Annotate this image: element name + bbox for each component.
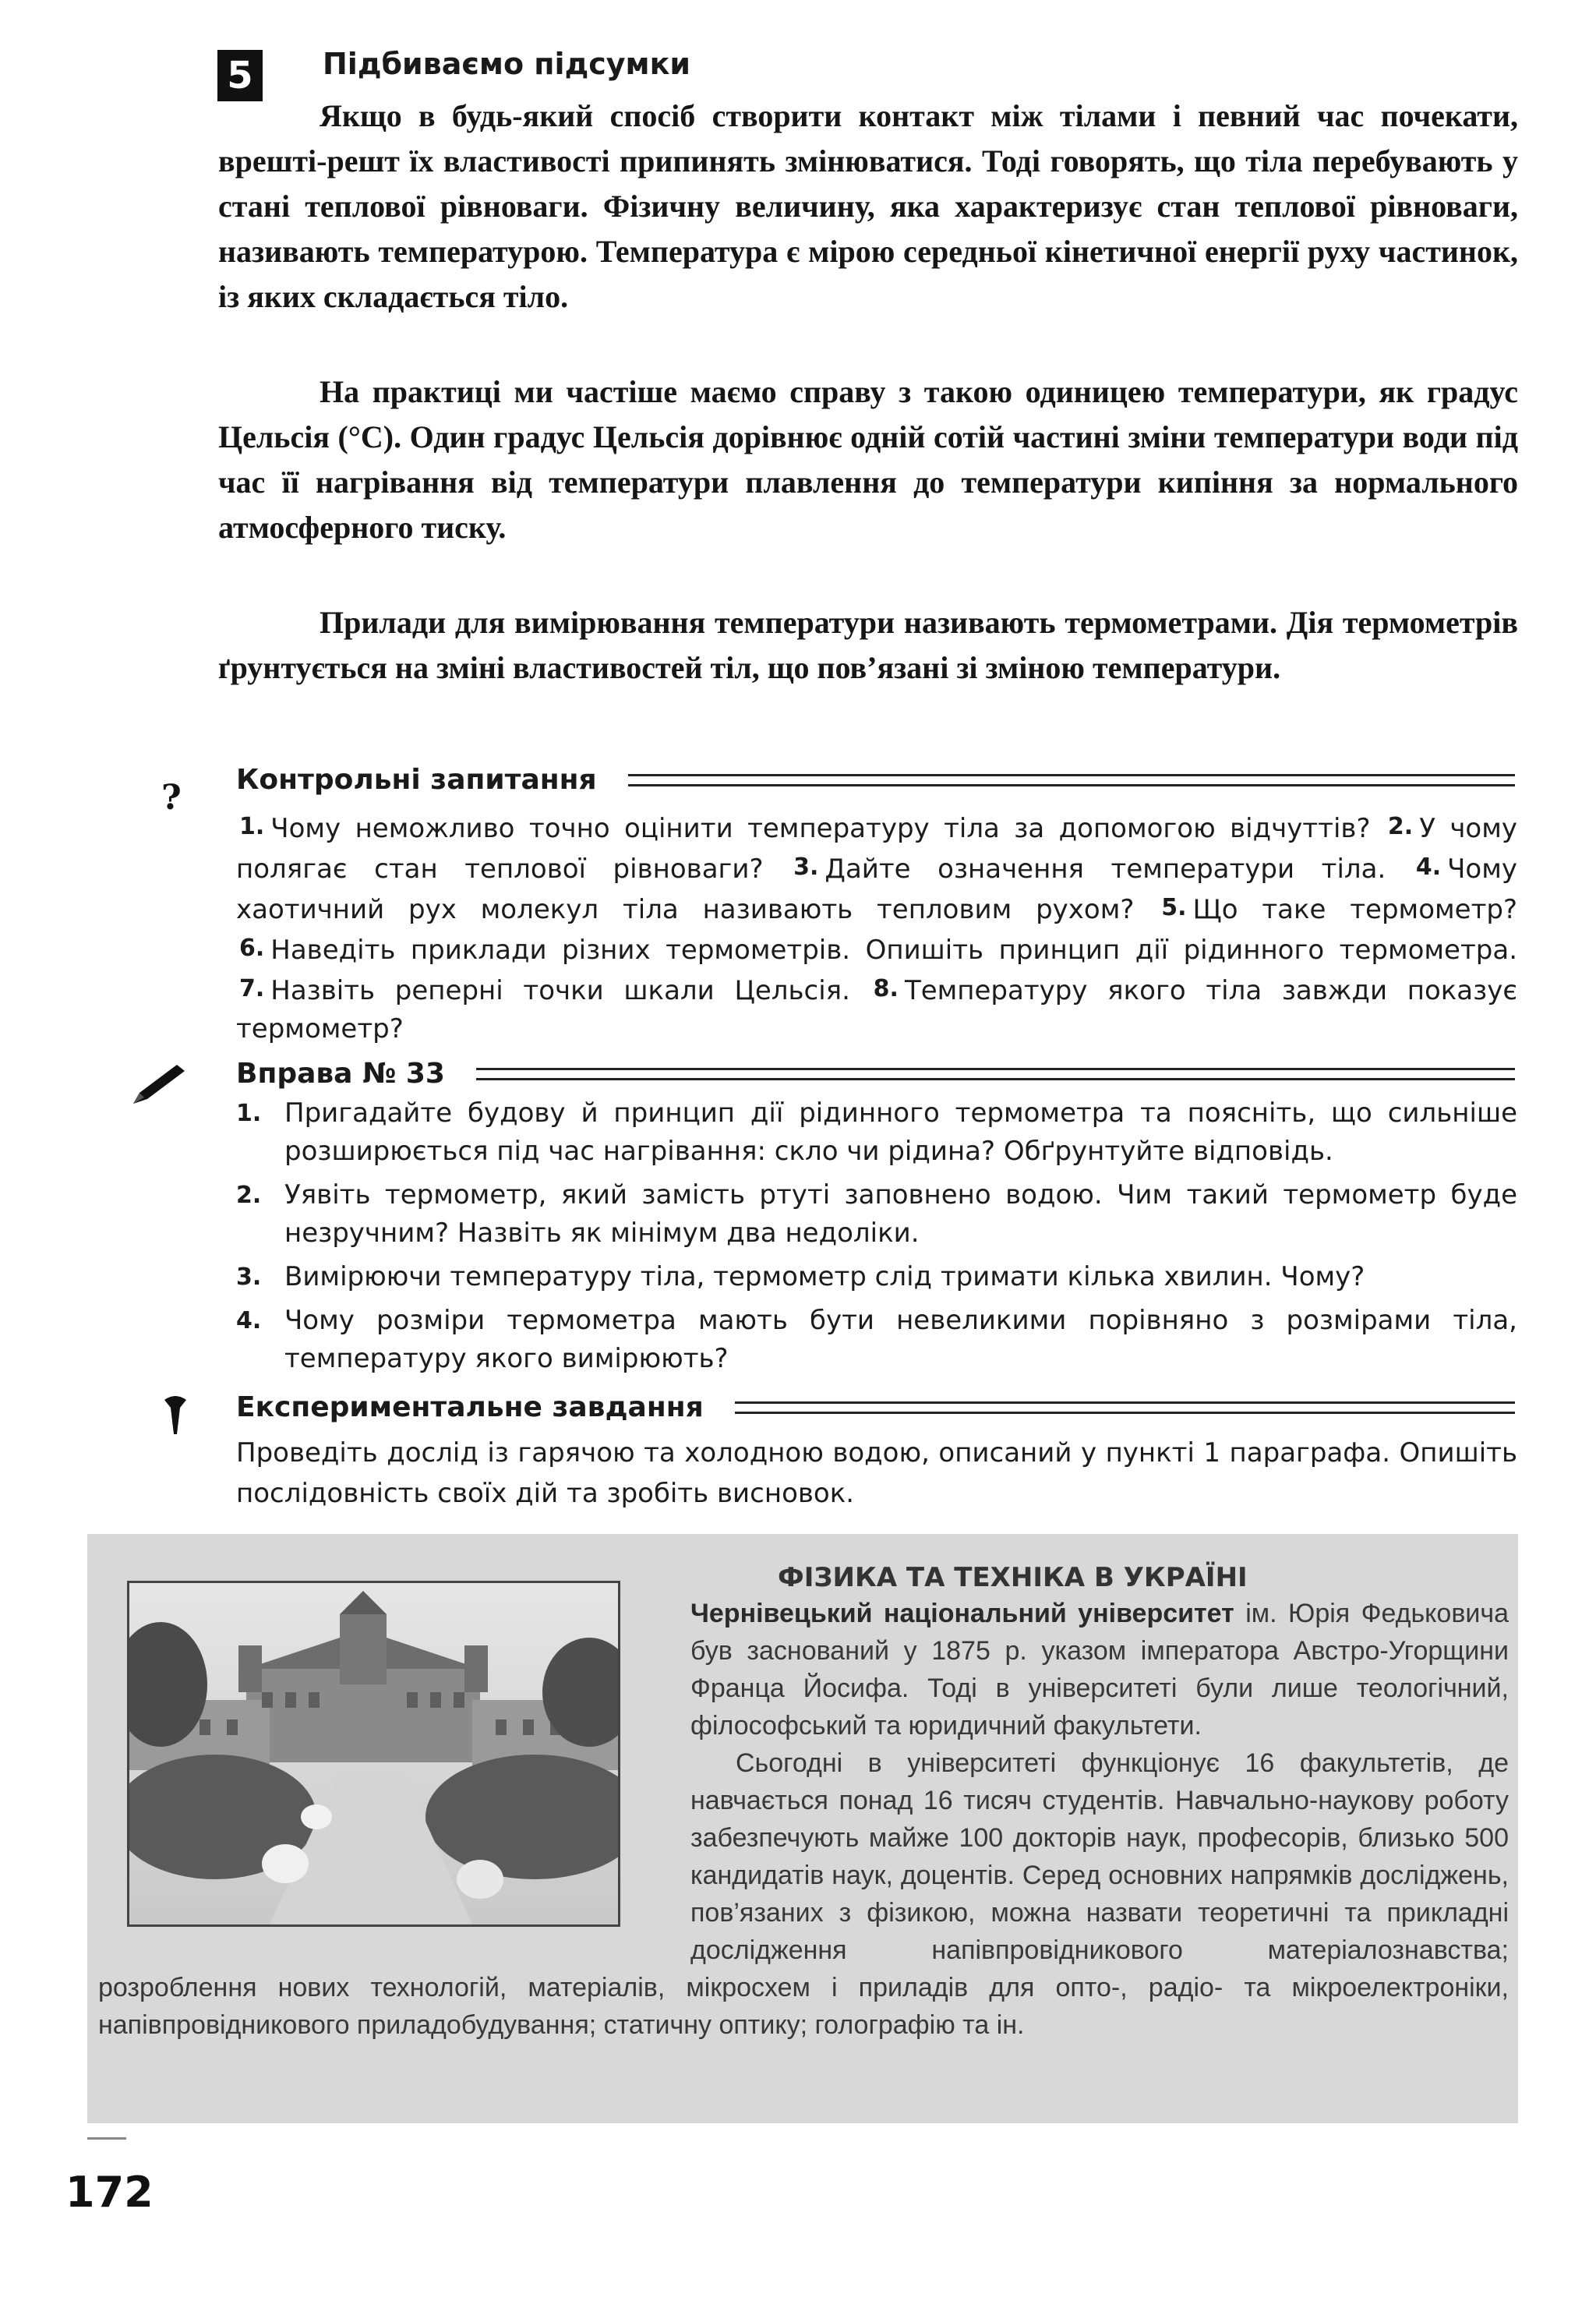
- exercise-title: Вправа № 33: [236, 1058, 445, 1090]
- exercise-item-number: 2.: [236, 1182, 262, 1209]
- question-text: Чому неможливо точно оцінити температуру тіла за допомогою відчуттів?: [270, 813, 1371, 844]
- question-number: 7.: [239, 975, 265, 1002]
- question-number: 4.: [1415, 854, 1442, 881]
- exercise-list: [236, 1094, 1517, 1384]
- university-name: Чернівецький національний університет: [690, 1599, 1234, 1628]
- question-text: Назвіть реперні точки шкали Цельсія.: [270, 975, 850, 1006]
- box-title: ФІЗИКА ТА ТЕХНІКА В УКРАЇНІ: [778, 1562, 1248, 1593]
- university-paragraph-2: Сьогодні в університеті функціонує 16 факультетів, де навчається понад 16 тисяч студентів. Навчально-наукову роботу забезпечують майже 100 докторів наук, професорів, близько 500 кандидатів наук, доцентів. Серед основних напрямків досліджень, пов’язаних з фізикою, можна назвати теоретичні та прикладні дослідження напівпровідникового матеріалознавства; розроблення нових технологій, матеріалів, мікросхем і приладів для опто-, радіо- та мікроелектроніки, напівпровідникового приладобудування; статичну оптику; голографію та ін.: [98, 1748, 1509, 2040]
- page-number-rule: [87, 2137, 126, 2140]
- question-number: 6.: [239, 935, 265, 962]
- experiment-header: [236, 1390, 1515, 1426]
- section-heading: Підбиваємо підсумки: [323, 47, 691, 81]
- control-questions-title: Контрольні запитання: [236, 764, 597, 796]
- experiment-title: Експериментальне завдання: [236, 1391, 704, 1423]
- pen-icon: [129, 1060, 191, 1107]
- control-questions-header: [236, 762, 1515, 798]
- pen-icon-graphic: [129, 1060, 191, 1107]
- question-number: 8.: [873, 975, 899, 1002]
- question-number: 1.: [239, 813, 265, 840]
- exercise-header: [236, 1056, 1515, 1092]
- summary-paragraph-1: [218, 94, 1518, 320]
- exercise-item-number: 1.: [236, 1100, 262, 1127]
- photo-spacer: [98, 1595, 690, 1961]
- question-text: Що таке термометр?: [1192, 894, 1517, 925]
- question-text: Температуру якого тіла завжди показує термометр?: [236, 975, 1518, 1044]
- question-number: 5.: [1161, 894, 1187, 921]
- university-paragraph: [690, 1599, 1509, 1741]
- summary-paragraph-3: [218, 600, 1518, 691]
- exercise-item-text: Уявіть термометр, який замість ртуті заповнено водою. Чим такий термометр буде незручним? Назвіть як мінімум два недоліки.: [284, 1179, 1517, 1249]
- question-text: Наведіть приклади різних термометрів. Опишіть принцип дії рідинного термометра.: [270, 935, 1517, 966]
- section-number-badge: 5: [217, 50, 263, 101]
- box-text: [98, 1595, 1509, 2044]
- question-text: Дайте означення температури тіла.: [824, 854, 1386, 885]
- summary-paragraph-2: [218, 369, 1518, 550]
- summary-paragraph-2-text: На практиці ми частіше маємо справу з такою одиницею температури, як градус Цельсія (°С). Один градус Цельсія дорівнює одній сотій частині зміни температури води під час її нагрівання від температури плавлення до температури кипіння за нормального атмосферного тиску.: [218, 374, 1518, 545]
- header-rule: [476, 1068, 1515, 1080]
- exercise-item-number: 4.: [236, 1307, 262, 1334]
- header-rule: [735, 1401, 1515, 1414]
- university-paragraph-text: ім. Юрія Федьковича був заснований у 1875 р. указом імператора Австро-Угорщини Франца Йосифа. Тоді в університеті були лише теологічний, філософський та юридичний факультети.: [690, 1599, 1509, 1741]
- header-rule: [628, 774, 1515, 786]
- question-text: Чому хаотичний рух молекул тіла називають тепловим рухом?: [236, 854, 1518, 925]
- experiment-icon: [160, 1394, 191, 1440]
- experiment-icon-graphic: [160, 1394, 191, 1440]
- exercise-item-text: Чому розміри термометра мають бути невеликими порівняно з розмірами тіла, температуру якого вимірюють?: [284, 1305, 1517, 1374]
- exercise-item: [236, 1094, 1517, 1171]
- question-text: У чому полягає стан теплової рівноваги?: [236, 813, 1518, 885]
- question-mark-icon: ?: [161, 778, 182, 818]
- exercise-item: [236, 1258, 1517, 1296]
- exercise-item-text: Вимірюючи температуру тіла, термометр слід тримати кілька хвилин. Чому?: [284, 1261, 1365, 1292]
- exercise-item-text: Пригадайте будову й принцип дії рідинного термометра та поясніть, що сильніше розширюється під час нагрівання: скло чи рідина? Обґрунтуйте відповідь.: [284, 1097, 1517, 1167]
- exercise-item-number: 3.: [236, 1263, 262, 1291]
- question-number: 2.: [1387, 813, 1414, 840]
- question-number: 3.: [793, 854, 819, 881]
- exercise-item: [236, 1176, 1517, 1253]
- control-questions-list: [236, 808, 1517, 1048]
- summary-paragraph-3-text: Прилади для вимірювання температури називають термометрами. Дія термометрів ґрунтується на зміні властивостей тіл, що пов’язані зі зміною температури.: [218, 605, 1518, 685]
- experiment-text: Проведіть дослід із гарячою та холодною водою, описаний у пункті 1 параграфа. Опишіть послідовність своїх дій та зробіть висновок.: [236, 1437, 1517, 1509]
- page-number: 172: [65, 2168, 154, 2217]
- summary-paragraph-1-text: Якщо в будь-який спосіб створити контакт між тілами і певний час почекати, врешті-решт їх властивості припинять змінюватися. Тоді говорять, що тіла перебувають у стані теплової рівноваги. Фізичну величину, яка характеризує стан теплової рівноваги, називають температурою. Температура є мірою середньої кінетичної енергії руху частинок, із яких складається тіло.: [218, 98, 1518, 314]
- exercise-item: [236, 1302, 1517, 1378]
